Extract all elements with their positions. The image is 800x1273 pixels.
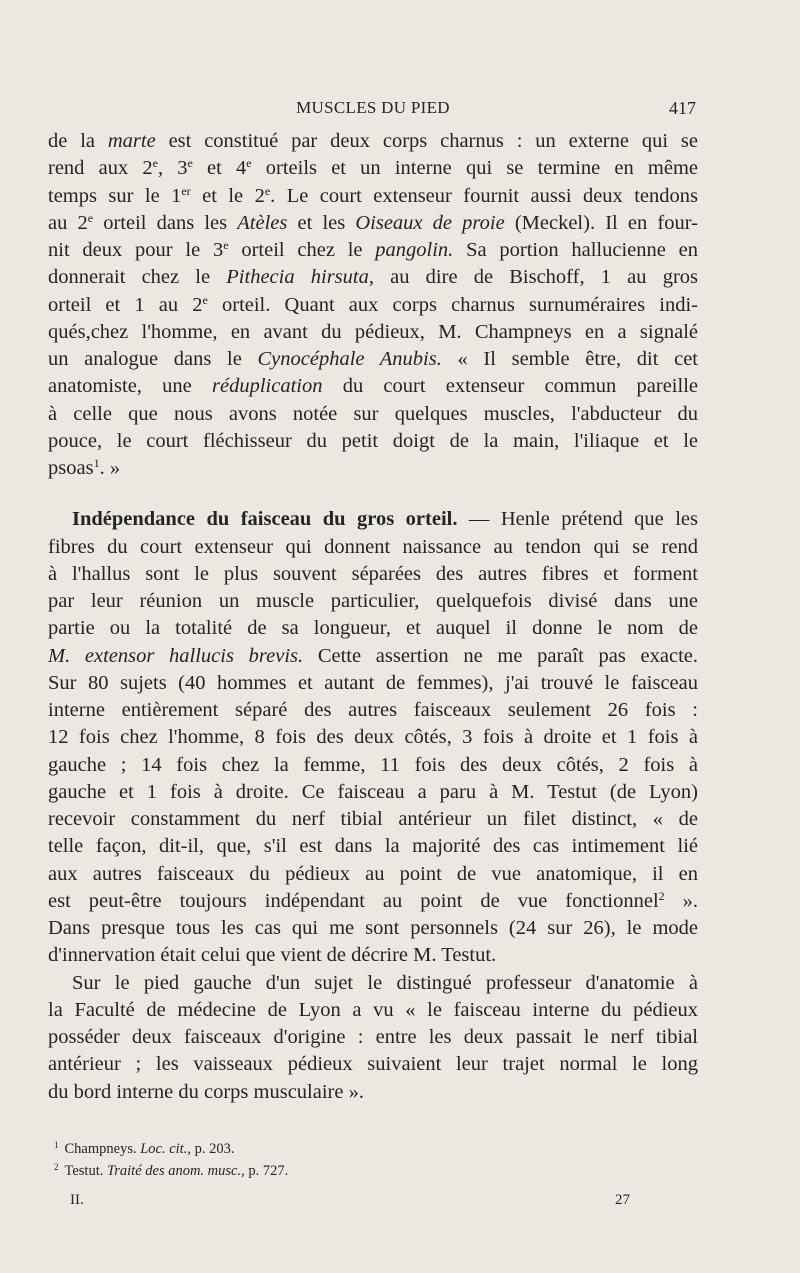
text-line: aux autres faisceaux du pédieux au point de vue anatomique, il en [48, 862, 698, 885]
footnote: $^1$ Champneys. Loc. cit., p. 203. [54, 1140, 235, 1157]
text-line: la Faculté de médecine de Lyon a vu « le faisceau interne du pédieux [48, 998, 698, 1021]
signature-mark: II. [70, 1192, 84, 1208]
text-line: un analogue dans le Cynocéphale Anubis. « Il semble être, dit cet [48, 348, 698, 370]
text-line: partie ou la totalité de sa longueur, et auquel il donne le nom de [48, 617, 698, 640]
text-line: à l'hallus sont le plus souvent séparées des autres fibres et forment [48, 562, 698, 585]
text-line: rend aux 2e, 3e et 4e orteils et un interne qui se termine en même [48, 156, 698, 180]
text-line: 12 fois chez l'homme, 8 fois des deux côtés, 3 fois à droite et 1 fois à [48, 726, 698, 749]
text-line: temps sur le 1er et le 2e. Le court extenseur fournit aussi deux tendons [48, 183, 698, 207]
text-line: Dans presque tous les cas qui me sont personnels (24 sur 26), le mode [48, 917, 698, 939]
text-line: pouce, le court fléchisseur du petit doigt de la main, l'iliaque et le [48, 429, 698, 452]
section-heading: Indépendance du faisceau du gros orteil. [72, 508, 458, 531]
text-line: par leur réunion un muscle particulier, quelquefois divisé dans une [48, 590, 698, 612]
text-line: Sur 80 sujets (40 hommes et autant de femmes), j'ai trouvé le faisceau [48, 671, 698, 694]
footnote-ref: 1 [93, 456, 100, 470]
book-page [48, 0, 698, 1273]
body-text [48, 128, 698, 1106]
text-line: orteil et 1 au 2e orteil. Quant aux corps charnus surnuméraires indi- [48, 292, 698, 316]
text-line: à celle que nous avons notée sur quelques muscles, l'abducteur du [48, 402, 698, 425]
text-line: Sur le pied gauche d'un sujet le distingué professeur d'anatomie à [72, 971, 698, 994]
text-line: psoas$^1$. » [48, 456, 121, 479]
text-line: du bord interne du corps musculaire ». [48, 1080, 364, 1103]
text-line: nit deux pour le 3e orteil chez le pangolin. Sa portion hallucienne en [48, 238, 698, 261]
text-line: de la marte est constitué par deux corps charnus : un externe qui se [48, 130, 698, 152]
running-title: MUSCLES DU PIED [296, 98, 450, 117]
text-line: telle façon, dit-il, que, s'il est dans la majorité des cas intimement lié [48, 835, 698, 858]
page-number: 417 [669, 98, 696, 118]
text-line: recevoir constamment du nerf tibial antérieur un filet distinct, « de [48, 808, 698, 830]
text-line: qués,chez l'homme, en avant du pédieux, M. Champneys en a signalé [48, 320, 698, 343]
text-line: donnerait chez le Pithecia hirsuta, au dire de Bischoff, 1 au gros [48, 266, 698, 289]
text-line: d'innervation était celui que vient de décrire M. Testut. [48, 944, 497, 967]
footnote: $^2$ Testut. Traité des anom. musc., p. 727. [54, 1162, 289, 1179]
text-line: anatomiste, une réduplication du court extenseur commun pareille [48, 375, 698, 398]
section-heading-line: Indépendance du faisceau du gros orteil. — Henle prétend que les [72, 508, 698, 531]
text-line: fibres du court extenseur qui donnent naissance au tendon qui se rend [48, 535, 698, 558]
footnote-ref: 2 [658, 888, 665, 903]
text-line: gauche ; 14 fois chez la femme, 11 fois des deux côtés, 2 fois à [48, 753, 698, 776]
text-line: gauche et 1 fois à droite. Ce faisceau a paru à M. Testut (de Lyon) [48, 780, 698, 803]
text-line: est peut-être toujours indépendant au point de vue fonctionnel$^2$ ». [48, 888, 698, 912]
footnotes [48, 1138, 698, 1182]
text-line: posséder deux faisceaux d'origine : entre les deux passait le nerf tibial [48, 1026, 698, 1048]
page-footer [48, 1192, 698, 1214]
page-header [48, 98, 698, 120]
text-line: interne entièrement séparé des autres faisceaux seulement 26 fois : [48, 699, 698, 721]
sheet-number: 27 [615, 1192, 630, 1208]
text-line: antérieur ; les vaisseaux pédieux suivaient leur trajet normal le long [48, 1053, 698, 1076]
text-line: M. extensor hallucis brevis. Cette assertion ne me paraît pas exacte. [48, 644, 698, 667]
text-line: au 2e orteil dans les Atèles et les Oiseaux de proie (Meckel). Il en four- [48, 210, 698, 234]
